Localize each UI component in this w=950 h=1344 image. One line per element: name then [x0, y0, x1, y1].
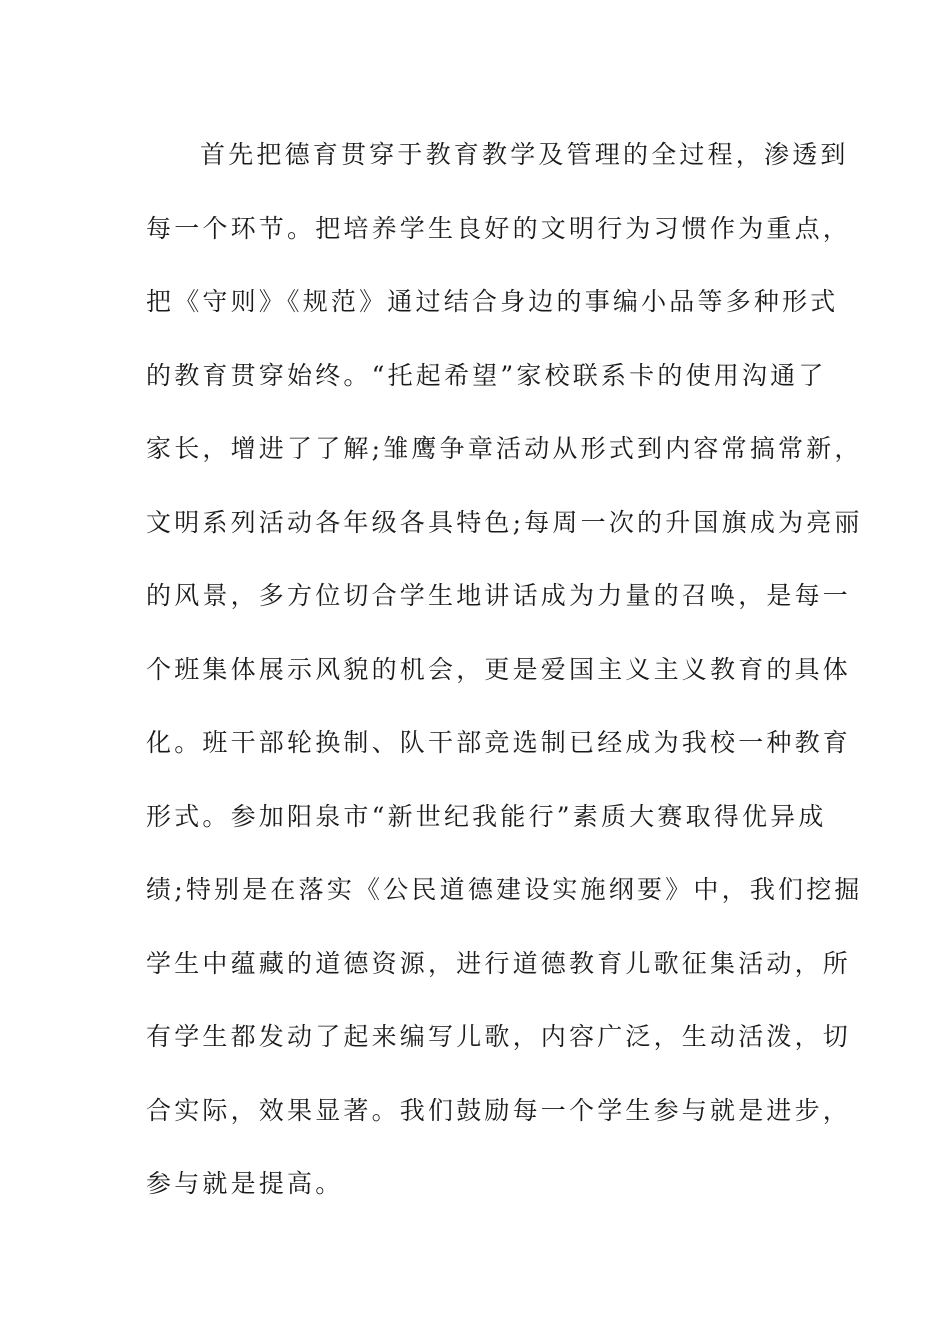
- paragraph-line-8: 个班集体展示风貌的机会，更是爱国主义主义教育的具体: [146, 654, 852, 684]
- paragraph-line-6: 文明系列活动各年级各具特色;每周一次的升国旗成为亮丽: [146, 507, 863, 537]
- paragraph-line-14: 合实际，效果显著。我们鼓励每一个学生参与就是进步，: [146, 1095, 852, 1125]
- paragraph-line-12: 学生中蕴藏的道德资源，进行道德教育儿歌征集活动，所: [146, 948, 852, 978]
- paragraph-line-3: 把《守则》《规范》通过结合身边的事编小品等多种形式: [146, 287, 839, 316]
- paragraph-line-11: 绩;特别是在落实《公民道德建设实施纲要》中，我们挖掘: [146, 875, 863, 904]
- paragraph-line-2: 每一个环节。把培养学生良好的文明行为习惯作为重点，: [146, 213, 852, 243]
- paragraph-line-1: 首先把德育贯穿于教育教学及管理的全过程，渗透到: [200, 140, 849, 169]
- paragraph-line-4: 的教育贯穿始终。“托起希望”家校联系卡的使用沟通了: [146, 360, 827, 390]
- paragraph-line-5: 家长，增进了了解;雏鹰争章活动从形式到内容常搞常新，: [146, 434, 863, 463]
- paragraph-line-13: 有学生都发动了起来编写儿歌，内容广泛，生动活泼，切: [146, 1022, 852, 1051]
- paragraph: [146, 132, 863, 1235]
- paragraph-line-9: 化。班干部轮换制、队干部竞选制已经成为我校一种教育: [146, 728, 852, 757]
- paragraph-line-15: 参与就是提高。: [146, 1169, 344, 1198]
- paragraph-line-10: 形式。参加阳泉市“新世纪我能行”素质大赛取得优异成: [146, 801, 827, 831]
- paragraph-line-7: 的风景，多方位切合学生地讲话成为力量的召唤，是每一: [146, 581, 852, 610]
